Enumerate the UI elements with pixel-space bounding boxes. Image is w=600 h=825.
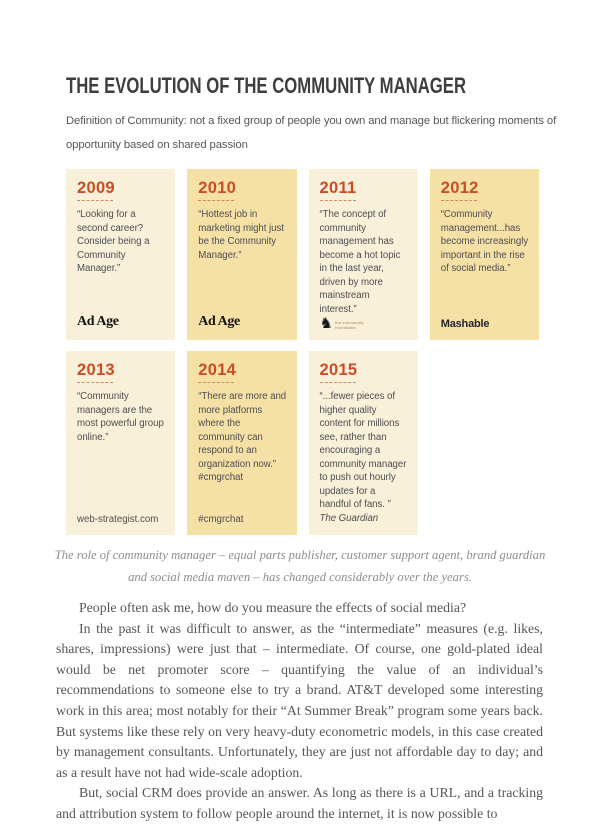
page-title: THE EVOLUTION OF THE COMMUNITY MANAGER (66, 73, 467, 98)
definition-text (66, 109, 557, 157)
adage-logo: Ad Age (77, 314, 119, 329)
card-quote: “Hottest job in marketing might just be the Community Manager.” (198, 209, 284, 261)
card-quote: “There are more and more platforms where the community can respond to an organization now.” #cmgrchat (198, 391, 287, 483)
timeline-card-2014 (187, 351, 296, 535)
card-quote (320, 390, 408, 525)
year-label: 2010 (198, 179, 237, 197)
year-label: 2012 (440, 179, 479, 197)
dashed-rule (320, 382, 356, 383)
card-quote: “The concept of community management has become a hot topic in the last year, driven by more mainstream interest.” (319, 209, 401, 315)
paragraph-3: But, social CRM does provide an answer. As long as there is a URL, and a tracking and attribution system to follow people around the internet, it is now possible to (56, 785, 543, 821)
knight-on-horseback-icon: ♞ (319, 314, 333, 332)
dashed-rule (441, 200, 477, 201)
dashed-rule (198, 382, 234, 383)
dashed-rule (77, 200, 113, 201)
year-label: 2014 (198, 361, 237, 379)
year-label: 2013 (77, 361, 115, 379)
community-roundtable-label: the community roundtable (334, 320, 364, 330)
adage-logo: Ad Age (198, 314, 240, 329)
timeline-card-2013 (66, 351, 175, 535)
community-roundtable-logo (320, 316, 408, 330)
timeline-grid (66, 169, 539, 535)
dashed-rule (320, 200, 356, 201)
timeline-card-2015 (309, 351, 418, 535)
card-quote: “Community managers are the most powerful group online.” (77, 391, 164, 443)
card-quote: “Community management...has become increasingly important in the rise of social media.” (440, 209, 529, 274)
guardian-label: The Guardian (319, 512, 379, 524)
web-strategist-label: web-strategist.com (77, 514, 159, 525)
year-label: 2015 (319, 361, 358, 379)
dashed-rule (198, 200, 234, 201)
year-label: 2011 (319, 179, 357, 197)
timeline-card-2010 (187, 169, 296, 340)
definition-line-2: opportunity based on shared passion (66, 139, 248, 151)
quote-text: “...fewer pieces of higher quality content for millions see, rather than encouraging a community manager to push out hourly updates for a handful of fans. ” (319, 391, 407, 510)
article-body (56, 598, 543, 825)
definition-line-1: Definition of Community: not a fixed group of people you own and manage but flickering moments of (66, 115, 557, 127)
timeline-card-2011 (309, 169, 418, 340)
cmgrchat-label: #cmgrchat (198, 514, 244, 525)
year-label: 2009 (77, 179, 115, 197)
dashed-rule (77, 382, 113, 383)
paragraph-2: In the past it was difficult to answer, as the “intermediate” measures (e.g. likes, shares, impressions) were just that – intermediate. Of course, one gold-plated ideal would be net promoter score – quantifying the value of an individual’s recommendations to someone else to try a brand. AT&T developed some interesting work in this area; most notably for their “At Summer Break” program some years back. But systems like these rely on very heavy-duty econometric models, in this case created by management consultants. Unfortunately, they are just not affordable day to day; and as a result have not had wide-scale adoption. (56, 620, 543, 780)
timeline-card-2009 (66, 169, 175, 340)
card-quote: “Looking for a second career? Consider being a Community Manager.” (77, 209, 150, 274)
mashable-logo: Mashable (440, 318, 490, 330)
figure-caption: The role of community manager – equal parts publisher, customer support agent, brand guardian and social media maven – has changed considerably over the years. (54, 548, 546, 584)
timeline-card-2012 (430, 169, 539, 340)
paragraph-1: People often ask me, how do you measure the effects of social media? (79, 600, 467, 615)
